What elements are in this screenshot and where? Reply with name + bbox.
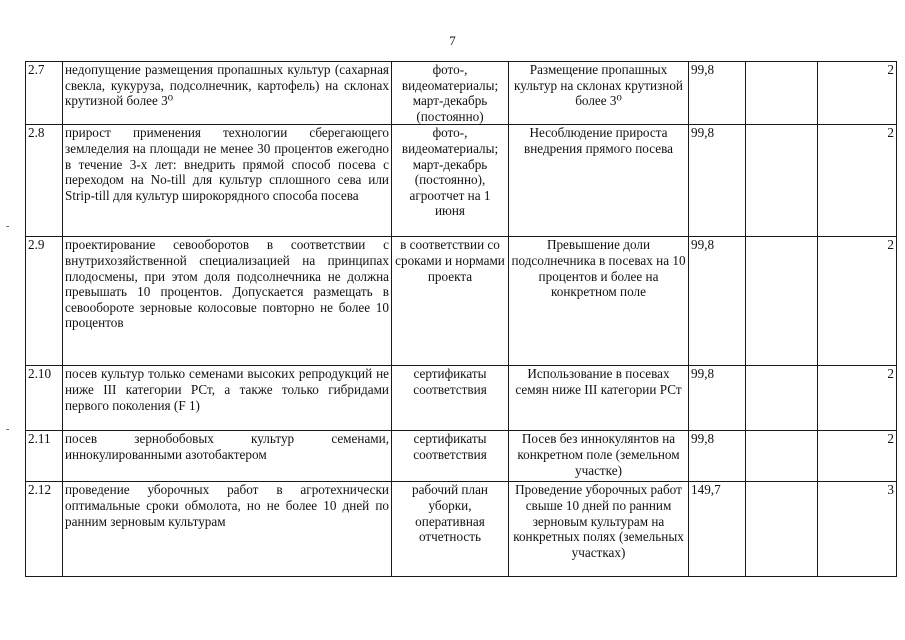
margin-mark: - — [6, 424, 10, 435]
violation-cell: Несоблюдение прироста внедрения прямого посева — [509, 125, 689, 237]
score-cell: 2 — [818, 62, 897, 125]
requirement-cell: проектирование севооборотов в соответствии с внутрихозяйственной специализацией на принципах плодосмены, при этом доля подсолнечника не должна превышать 10 процентов. Допускается размещать в севообороте зерновые колосовые повторно не более 10 процентов — [63, 237, 392, 366]
table-row — [26, 237, 897, 366]
empty-cell — [746, 366, 818, 431]
table-row — [26, 482, 897, 577]
row-number: 2.11 — [26, 431, 63, 482]
value-cell: 149,7 — [689, 482, 746, 577]
value-cell: 99,8 — [689, 125, 746, 237]
page-number: 7 — [449, 33, 456, 48]
documents-cell: рабочий план уборки, оперативная отчетность — [392, 482, 509, 577]
table-row — [26, 366, 897, 431]
documents-cell: сертификаты соответствия — [392, 366, 509, 431]
score-cell: 3 — [818, 482, 897, 577]
row-number: 2.12 — [26, 482, 63, 577]
value-cell: 99,8 — [689, 431, 746, 482]
documents-cell: фото-, видеоматериалы; март-декабрь (постоянно), агроотчет на 1 июня — [392, 125, 509, 237]
value-cell: 99,8 — [689, 237, 746, 366]
value-cell: 99,8 — [689, 366, 746, 431]
score-cell: 2 — [818, 431, 897, 482]
empty-cell — [746, 482, 818, 577]
violation-cell: Превышение доли подсолнечника в посевах на 10 процентов и более на конкретном поле — [509, 237, 689, 366]
empty-cell — [746, 125, 818, 237]
score-cell: 2 — [818, 125, 897, 237]
violation-cell: Посев без иннокулянтов на конкретном поле (земельном участке) — [509, 431, 689, 482]
documents-cell: в соответствии со сроками и нормами проекта — [392, 237, 509, 366]
empty-cell — [746, 62, 818, 125]
table-row — [26, 62, 897, 125]
row-number: 2.10 — [26, 366, 63, 431]
violation-cell: Размещение пропашных культур на склонах крутизной более 3⁰ — [509, 62, 689, 125]
requirement-cell: посев зернобобовых культур семенами, иннокулированными азотобактером — [63, 431, 392, 482]
violation-cell: Проведение уборочных работ свыше 10 дней по ранним зерновым культурам на конкретных полях (земельных участках) — [509, 482, 689, 577]
row-number: 2.9 — [26, 237, 63, 366]
row-number: 2.7 — [26, 62, 63, 125]
score-cell: 2 — [818, 366, 897, 431]
margin-mark: - — [6, 221, 10, 232]
requirement-cell: посев культур только семенами высоких репродукций не ниже III категории РСт, а также только гибридами первого поколения (F 1) — [63, 366, 392, 431]
documents-cell: сертификаты соответствия — [392, 431, 509, 482]
empty-cell — [746, 237, 818, 366]
table-row — [26, 125, 897, 237]
row-number: 2.8 — [26, 125, 63, 237]
empty-cell — [746, 431, 818, 482]
violation-cell: Использование в посевах семян ниже III категории РСт — [509, 366, 689, 431]
value-cell: 99,8 — [689, 62, 746, 125]
table-row — [26, 431, 897, 482]
requirement-cell: проведение уборочных работ в агротехнически оптимальные сроки обмолота, но не более 10 дней по ранним зерновым культурам — [63, 482, 392, 577]
requirement-cell: недопущение размещения пропашных культур (сахарная свекла, кукуруза, подсолнечник, картофель) на склонах крутизной более 3⁰ — [63, 62, 392, 125]
documents-cell: фото-, видеоматериалы; март-декабрь (постоянно) — [392, 62, 509, 125]
score-cell: 2 — [818, 237, 897, 366]
requirement-cell: прирост применения технологии сберегающего земледелия на площади не менее 30 процентов ежегодно в течение 3-х лет: внедрить прямой способ посева с переходом на No-till для культур сплошного сева или Strip-till для культур широкорядного способа посева — [63, 125, 392, 237]
requirements-table — [25, 61, 897, 577]
